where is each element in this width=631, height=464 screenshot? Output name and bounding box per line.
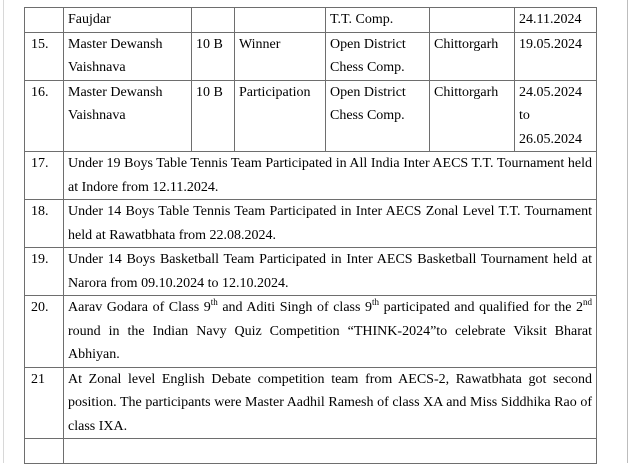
note-text: At Zonal level English Debate competition team from AECS-2, Rawatbhata got second position. The participants were Master Aadhil Ramesh of class XA and Miss Siddhika Rao of class IXA. bbox=[64, 367, 597, 439]
table-row bbox=[25, 296, 597, 368]
table-row bbox=[25, 200, 597, 248]
note-text-part: Aarav Godara of Class 9 bbox=[68, 300, 211, 315]
student-name: Master Dewansh Vaishnava bbox=[64, 80, 192, 152]
row-number: 17. bbox=[25, 152, 64, 200]
row-number: 16. bbox=[25, 80, 64, 152]
place-cell bbox=[430, 8, 515, 33]
date-cell: 19.05.2024 bbox=[515, 32, 597, 80]
note-text: Under 19 Boys Table Tennis Team Participated in All India Inter AECS T.T. Tournament held at Indore from 12.11.2024. bbox=[64, 152, 597, 200]
event-cell: T.T. Comp. bbox=[326, 8, 430, 33]
table-row bbox=[25, 32, 597, 80]
row-number: 15. bbox=[25, 32, 64, 80]
empty-cell bbox=[25, 439, 64, 464]
table-row bbox=[25, 8, 597, 33]
date-cell: 24.05.2024 to 26.05.2024 bbox=[515, 80, 597, 152]
page-edge-left bbox=[3, 0, 4, 463]
note-text-part: and Aditi Singh of class 9 bbox=[217, 300, 373, 315]
result-cell: Winner bbox=[235, 32, 326, 80]
table-row bbox=[25, 367, 597, 439]
achievements-table bbox=[24, 7, 597, 464]
row-number: 18. bbox=[25, 200, 64, 248]
table-row bbox=[25, 248, 597, 296]
place-cell: Chittorgarh bbox=[430, 32, 515, 80]
table-row bbox=[25, 80, 597, 152]
row-number bbox=[25, 8, 64, 33]
class-cell: 10 B bbox=[192, 32, 235, 80]
note-text: Under 14 Boys Table Tennis Team Participated in Inter AECS Zonal Level T.T. Tournament held at Rawatbhata from 22.08.2024. bbox=[64, 200, 597, 248]
row-number: 19. bbox=[25, 248, 64, 296]
row-number: 21 bbox=[25, 367, 64, 439]
note-text-part: round in the Indian Navy Quiz Competition “THINK-2024”to celebrate Viksit Bharat Abhiyan. bbox=[68, 323, 592, 362]
event-cell: Open District Chess Comp. bbox=[326, 32, 430, 80]
event-cell: Open District Chess Comp. bbox=[326, 80, 430, 152]
page-edge-right bbox=[627, 0, 628, 463]
table-row-empty bbox=[25, 439, 597, 464]
note-text bbox=[64, 296, 597, 368]
place-cell: Chittorgarh bbox=[430, 80, 515, 152]
result-cell: Participation bbox=[235, 80, 326, 152]
class-cell bbox=[192, 8, 235, 33]
result-cell bbox=[235, 8, 326, 33]
row-number: 20. bbox=[25, 296, 64, 368]
student-name: Faujdar bbox=[64, 8, 192, 33]
ordinal-suffix: th bbox=[372, 297, 380, 307]
note-text: Under 14 Boys Basketball Team Participated in Inter AECS Basketball Tournament held at Narora from 09.10.2024 to 12.10.2024. bbox=[64, 248, 597, 296]
date-cell: 24.11.2024 bbox=[515, 8, 597, 33]
ordinal-suffix: th bbox=[210, 297, 218, 307]
note-text-part: participated and qualified for the 2 bbox=[379, 300, 583, 315]
empty-cell bbox=[64, 439, 597, 464]
student-name: Master Dewansh Vaishnava bbox=[64, 32, 192, 80]
table-row bbox=[25, 152, 597, 200]
class-cell: 10 B bbox=[192, 80, 235, 152]
ordinal-suffix: nd bbox=[583, 297, 592, 307]
